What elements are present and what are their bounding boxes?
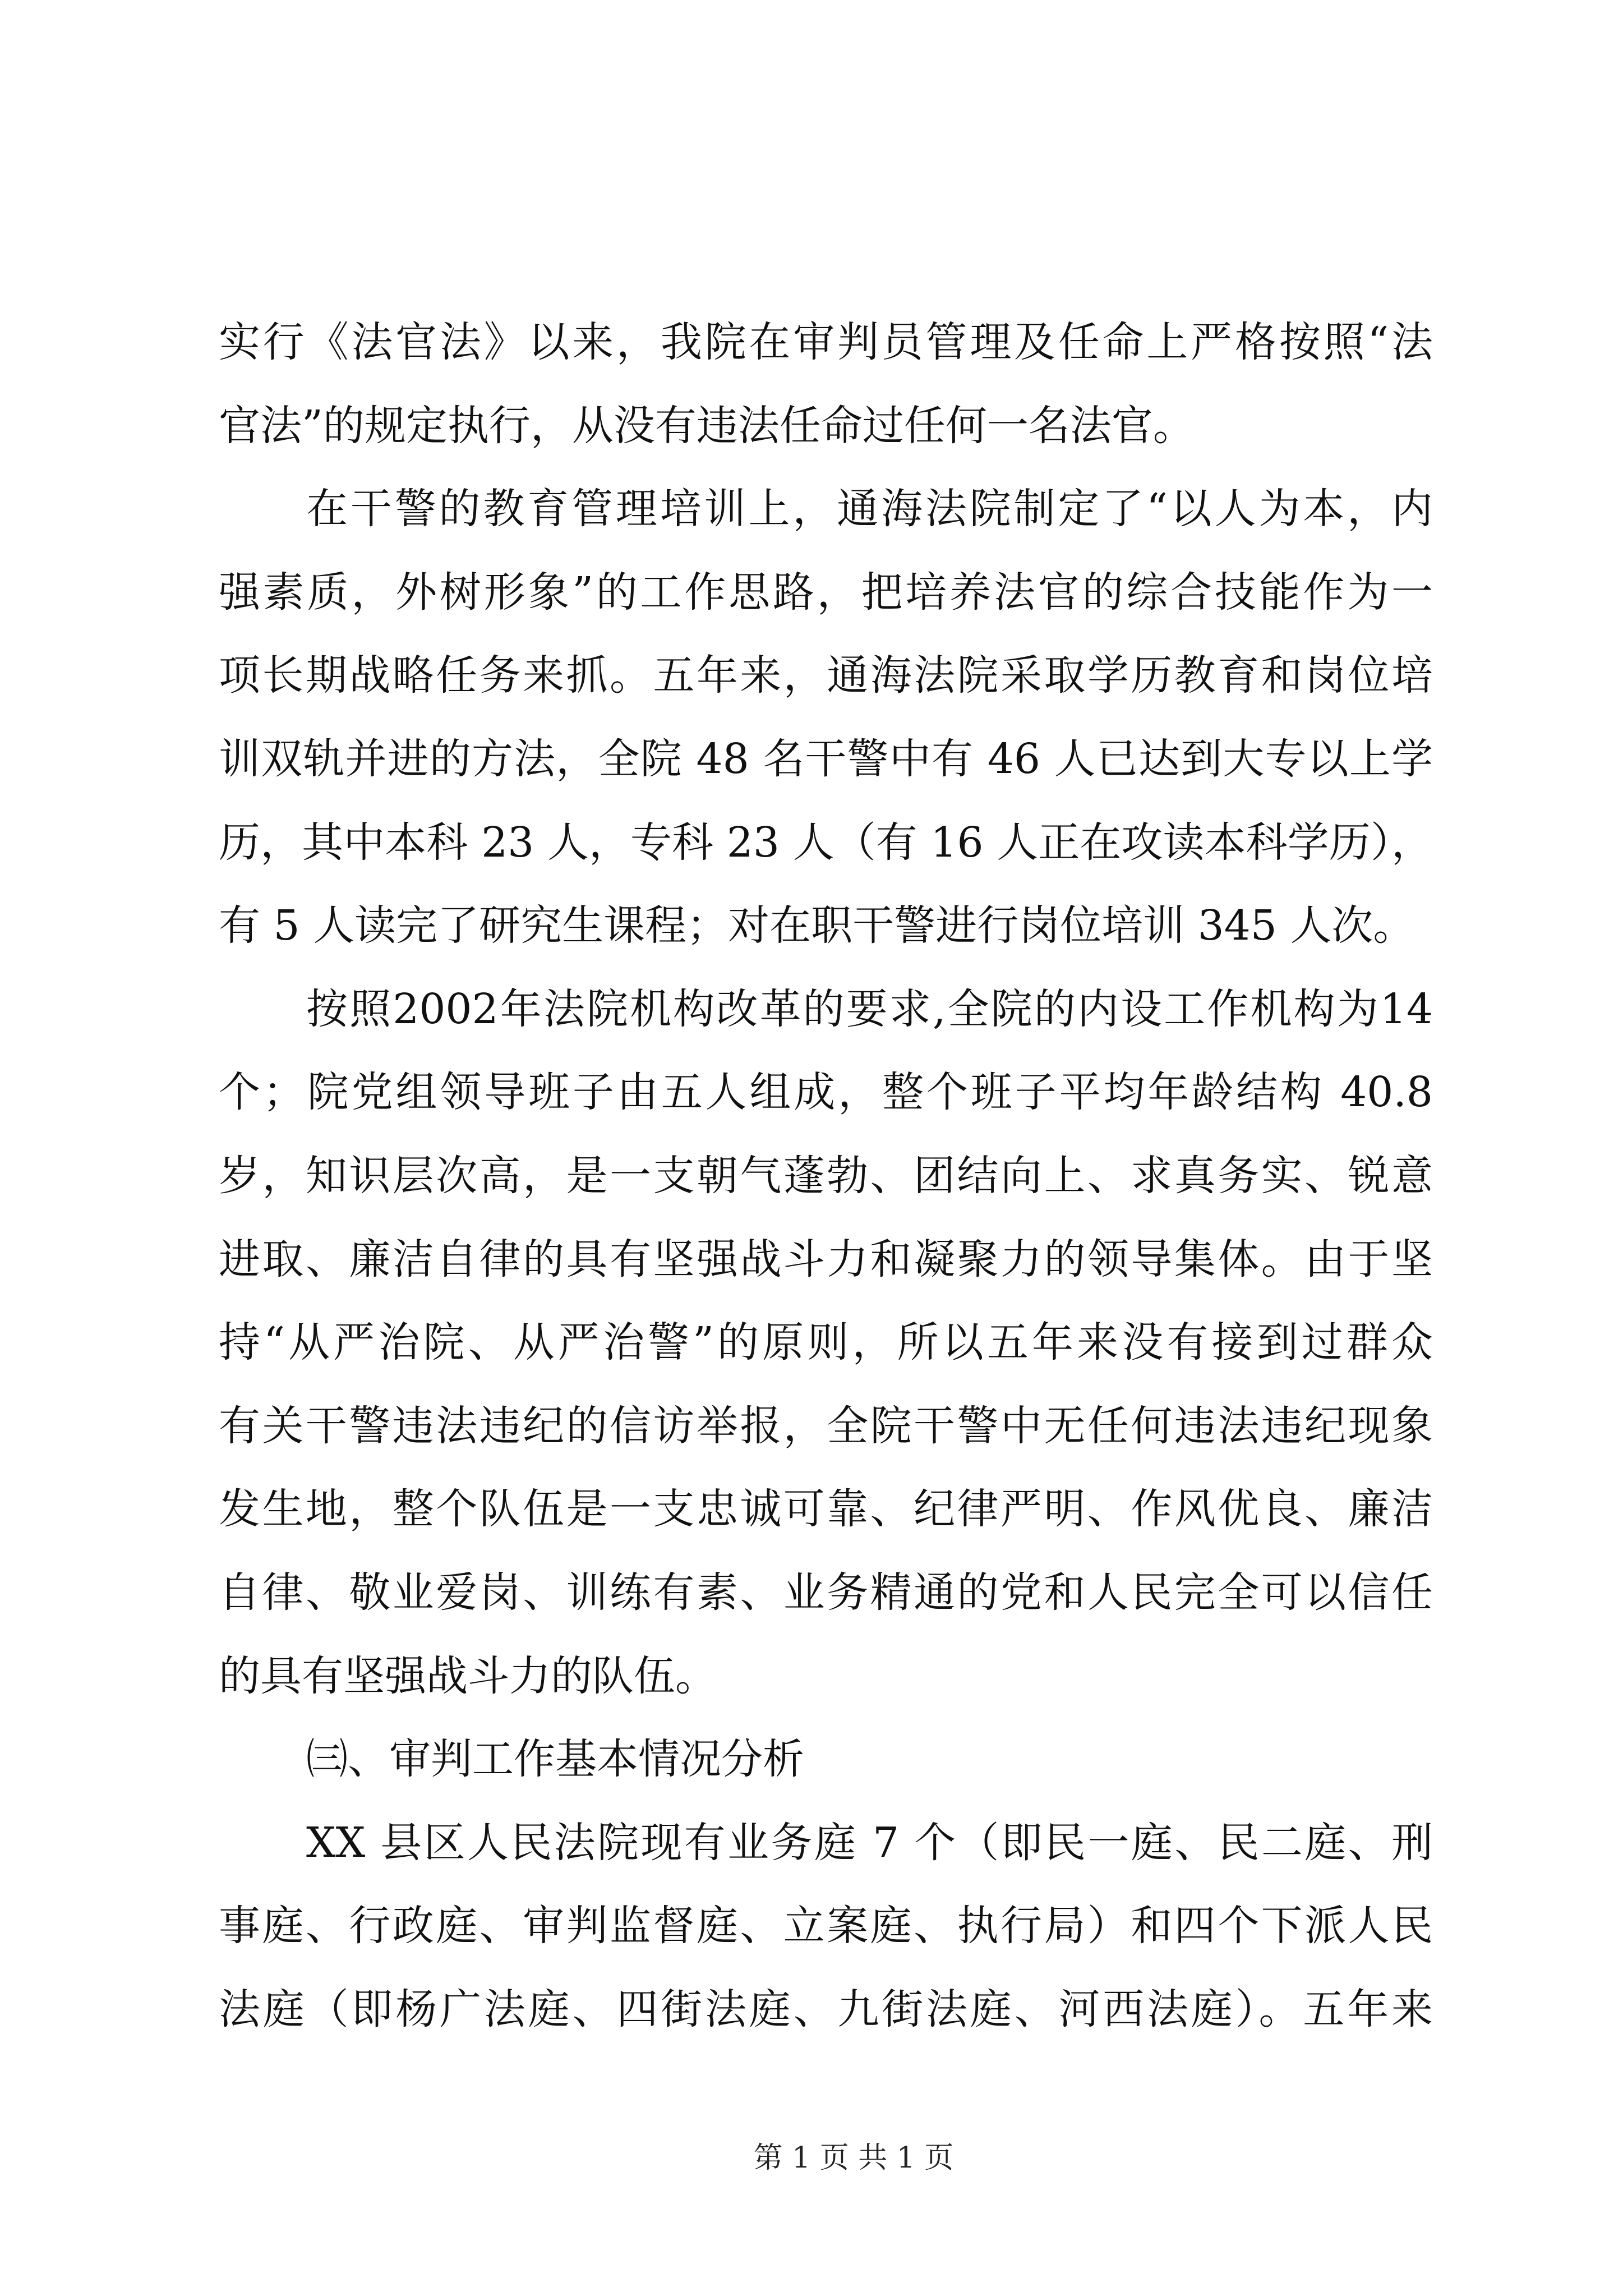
- page-footer: 第 1 页 共 1 页: [753, 2141, 954, 2175]
- paragraph: [219, 968, 1433, 1718]
- text-line: 有 5 人读完了研究生课程；对在职干警进行岗位培训 345 人次。: [219, 901, 1415, 950]
- text-line: 自律、敬业爱岗、训练有素、业务精通的党和人民完全可以信任: [219, 1568, 1433, 1617]
- text-line: 实行《法官法》以来，我院在审判员管理及任命上严格按照“法: [219, 318, 1433, 366]
- section-heading-text: ㈢、审判工作基本情况分析: [306, 1735, 804, 1784]
- text-line: 进取、廉洁自律的具有坚强战斗力和凝聚力的领导集体。由于坚: [219, 1235, 1433, 1283]
- text-line: 法庭（即杨广法庭、四街法庭、九街法庭、河西法庭）。五年来: [219, 1985, 1433, 2033]
- text-line: 官法”的规定执行，从没有违法任命过任何一名法官。: [219, 401, 1195, 450]
- text-line: 事庭、行政庭、审判监督庭、立案庭、执行局）和四个下派人民: [219, 1902, 1433, 1950]
- text-line: 按照2002年法院机构改革的要求,全院的内设工作机构为14: [306, 984, 1433, 1033]
- text-line: 在干警的教育管理培训上，通海法院制定了“以人为本，内: [306, 485, 1433, 533]
- paragraph: [219, 301, 1433, 467]
- paragraph: [219, 1801, 1433, 2051]
- text-line: 岁，知识层次高，是一支朝气蓬勃、团结向上、求真务实、锐意: [219, 1151, 1433, 1200]
- text-line: 项长期战略任务来抓。五年来，通海法院采取学历教育和岗位培: [219, 651, 1433, 700]
- text-line: 的具有坚强战斗力的队伍。: [219, 1651, 717, 1700]
- text-line: XX 县区人民法院现有业务庭 7 个（即民一庭、民二庭、刑: [306, 1818, 1433, 1867]
- text-line: 强素质，外树形象”的工作思路，把培养法官的综合技能作为一: [219, 568, 1433, 616]
- text-line: 发生地，整个队伍是一支忠诚可靠、纪律严明、作风优良、廉洁: [219, 1485, 1433, 1534]
- paragraph: [219, 467, 1433, 968]
- text-line: 持“从严治院、从严治警”的原则，所以五年来没有接到过群众: [219, 1318, 1433, 1367]
- text-line: 历，其中本科 23 人，专科 23 人（有 16 人正在攻读本科学历），: [219, 818, 1433, 867]
- text-line: 有关干警违法违纪的信访举报，全院干警中无任何违法违纪现象: [219, 1401, 1433, 1450]
- section-heading: [219, 1718, 1433, 1801]
- text-line: 个；院党组领导班子由五人组成，整个班子平均年龄结构 40.8: [219, 1068, 1433, 1117]
- document-body: [219, 301, 1433, 2051]
- text-line: 训双轨并进的方法，全院 48 名干警中有 46 人已达到大专以上学: [219, 734, 1433, 783]
